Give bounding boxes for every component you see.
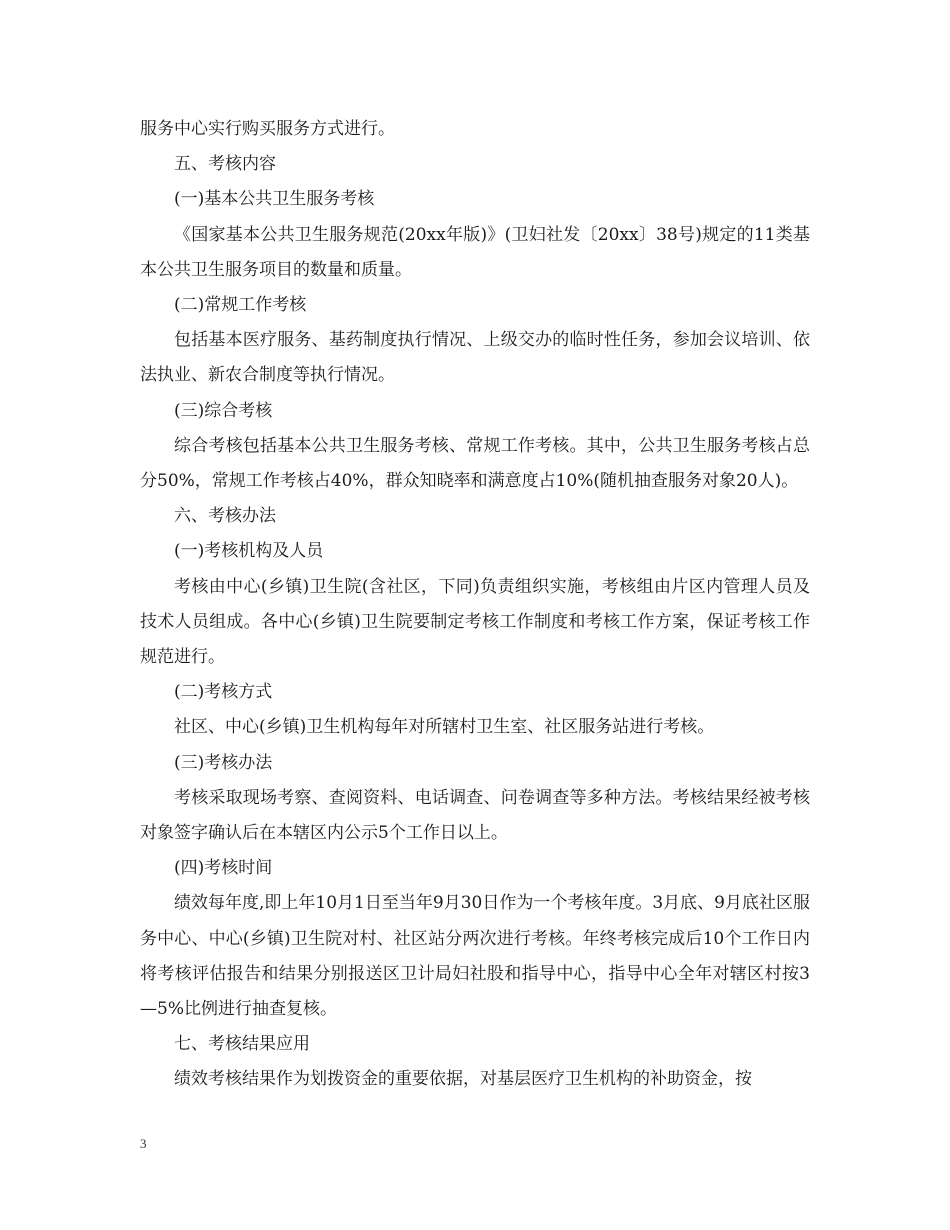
paragraph: 绩效每年度,即上年10月1日至当年9月30日作为一个考核年度。3月底、9月底社区服务中心、中心(乡镇)卫生院对村、社区站分两次进行考核。年终考核完成后10个工作日内将考核评估报告和结果分别报送区卫计局妇社股和指导中心，指导中心全年对辖区村按3—5%比例进行抽查复核。: [140, 893, 810, 1020]
paragraph: 社区、中心(乡镇)卫生机构每年对所辖村卫生室、社区服务站进行考核。: [174, 717, 715, 738]
paragraph: 包括基本医疗服务、基药制度执行情况、上级交办的临时性任务，参加会议培训、依法执业、新农合制度等执行情况。: [140, 330, 810, 386]
paragraph: 六、考核办法: [174, 506, 276, 527]
paragraph: (三)考核办法: [174, 752, 273, 773]
paragraph: 考核由中心(乡镇)卫生院(含社区，下同)负责组织实施，考核组由片区内管理人员及技术人员组成。各中心(乡镇)卫生院要制定考核工作制度和考核工作方案，保证考核工作规范进行。: [140, 576, 810, 668]
paragraph: (一)基本公共卫生服务考核: [174, 189, 375, 210]
document-body: [140, 112, 810, 1098]
paragraph: 七、考核结果应用: [174, 1034, 310, 1055]
paragraph: 绩效考核结果作为划拨资金的重要依据，对基层医疗卫生机构的补助资金，按: [174, 1069, 752, 1090]
paragraph: (二)考核方式: [174, 682, 273, 703]
paragraph: 服务中心实行购买服务方式进行。: [140, 119, 395, 139]
paragraph: (二)常规工作考核: [174, 295, 307, 316]
paragraph: 《国家基本公共卫生服务规范(20xx年版)》(卫妇社发〔20xx〕38号)规定的11类基本公共卫生服务项目的数量和质量。: [140, 224, 810, 280]
paragraph: 考核采取现场考察、查阅资料、电话调查、问卷调查等多种方法。考核结果经被考核对象签字确认后在本辖区内公示5个工作日以上。: [140, 787, 810, 844]
paragraph: 五、考核内容: [174, 154, 276, 175]
paragraph: 综合考核包括基本公共卫生服务考核、常规工作考核。其中，公共卫生服务考核占总分50%，常规工作考核占40%，群众知晓率和满意度占10%(随机抽查服务对象20人)。: [140, 435, 810, 492]
paragraph: (一)考核机构及人员: [174, 541, 324, 562]
paragraph: (四)考核时间: [174, 858, 273, 879]
page-number: 3: [140, 1136, 147, 1151]
paragraph: (三)综合考核: [174, 400, 273, 421]
